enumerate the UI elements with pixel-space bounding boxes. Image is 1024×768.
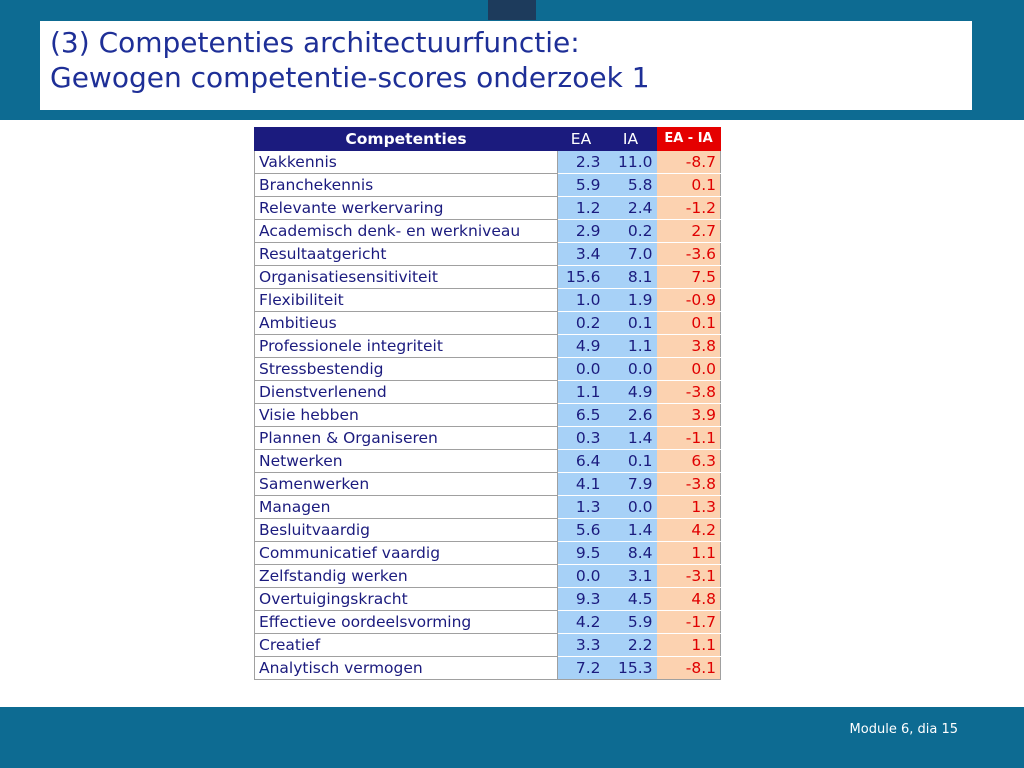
competency-name-cell: Ambitieus xyxy=(255,312,558,335)
table-row xyxy=(255,657,721,680)
ea-score-cell: 4.1 xyxy=(558,473,605,496)
table-row xyxy=(255,450,721,473)
ia-score-cell: 1.9 xyxy=(605,289,657,312)
ia-score-cell: 1.4 xyxy=(605,427,657,450)
ia-score-cell: 0.0 xyxy=(605,358,657,381)
ea-minus-ia-cell: -1.2 xyxy=(657,197,721,220)
table-header-row xyxy=(255,128,721,151)
ea-minus-ia-cell: -1.1 xyxy=(657,427,721,450)
competency-name-cell: Overtuigingskracht xyxy=(255,588,558,611)
header-accent xyxy=(488,0,536,20)
competency-name-cell: Flexibiliteit xyxy=(255,289,558,312)
competency-name-cell: Organisatiesensitiviteit xyxy=(255,266,558,289)
ia-score-cell: 0.2 xyxy=(605,220,657,243)
table-row xyxy=(255,358,721,381)
ea-score-cell: 0.2 xyxy=(558,312,605,335)
ea-minus-ia-cell: 6.3 xyxy=(657,450,721,473)
ia-score-cell: 3.1 xyxy=(605,565,657,588)
competency-name-cell: Plannen & Organiseren xyxy=(255,427,558,450)
ea-minus-ia-cell: 4.8 xyxy=(657,588,721,611)
header-ea: EA xyxy=(558,128,605,151)
table-row xyxy=(255,519,721,542)
ea-score-cell: 15.6 xyxy=(558,266,605,289)
ea-minus-ia-cell: 3.9 xyxy=(657,404,721,427)
competency-name-cell: Effectieve oordeelsvorming xyxy=(255,611,558,634)
competency-name-cell: Samenwerken xyxy=(255,473,558,496)
ia-score-cell: 7.9 xyxy=(605,473,657,496)
competency-name-cell: Visie hebben xyxy=(255,404,558,427)
ea-minus-ia-cell: -8.1 xyxy=(657,657,721,680)
table-row xyxy=(255,404,721,427)
ea-minus-ia-cell: -3.8 xyxy=(657,381,721,404)
table-row xyxy=(255,427,721,450)
ea-score-cell: 3.3 xyxy=(558,634,605,657)
ia-score-cell: 0.1 xyxy=(605,450,657,473)
table-row xyxy=(255,611,721,634)
table-row xyxy=(255,220,721,243)
ia-score-cell: 0.0 xyxy=(605,496,657,519)
ia-score-cell: 0.1 xyxy=(605,312,657,335)
ea-score-cell: 0.0 xyxy=(558,358,605,381)
competency-name-cell: Relevante werkervaring xyxy=(255,197,558,220)
ea-minus-ia-cell: 0.1 xyxy=(657,312,721,335)
competency-name-cell: Creatief xyxy=(255,634,558,657)
slide-title-line-2: Gewogen competentie-scores onderzoek 1 xyxy=(50,61,650,94)
ea-score-cell: 1.3 xyxy=(558,496,605,519)
ia-score-cell: 2.6 xyxy=(605,404,657,427)
ea-score-cell: 4.9 xyxy=(558,335,605,358)
table-row xyxy=(255,335,721,358)
ea-minus-ia-cell: -3.6 xyxy=(657,243,721,266)
ia-score-cell: 4.9 xyxy=(605,381,657,404)
competency-name-cell: Stressbestendig xyxy=(255,358,558,381)
ea-score-cell: 3.4 xyxy=(558,243,605,266)
ea-score-cell: 0.3 xyxy=(558,427,605,450)
ea-score-cell: 5.6 xyxy=(558,519,605,542)
ia-score-cell: 15.3 xyxy=(605,657,657,680)
ia-score-cell: 8.4 xyxy=(605,542,657,565)
ia-score-cell: 8.1 xyxy=(605,266,657,289)
ea-minus-ia-cell: -1.7 xyxy=(657,611,721,634)
table-row xyxy=(255,174,721,197)
ea-score-cell: 1.2 xyxy=(558,197,605,220)
table-row xyxy=(255,151,721,174)
footer-slide-number: Module 6, dia 15 xyxy=(849,722,958,737)
ia-score-cell: 11.0 xyxy=(605,151,657,174)
competency-name-cell: Managen xyxy=(255,496,558,519)
competency-name-cell: Resultaatgericht xyxy=(255,243,558,266)
competency-table xyxy=(254,127,721,680)
table-row xyxy=(255,496,721,519)
competency-table-container xyxy=(254,127,721,680)
competency-name-cell: Netwerken xyxy=(255,450,558,473)
header-ea-minus-ia: EA - IA xyxy=(657,128,721,151)
ea-minus-ia-cell: 3.8 xyxy=(657,335,721,358)
table-row xyxy=(255,381,721,404)
ea-score-cell: 9.3 xyxy=(558,588,605,611)
table-row xyxy=(255,634,721,657)
ia-score-cell: 5.8 xyxy=(605,174,657,197)
ea-minus-ia-cell: 0.0 xyxy=(657,358,721,381)
table-row xyxy=(255,565,721,588)
ea-minus-ia-cell: 2.7 xyxy=(657,220,721,243)
table-body xyxy=(255,151,721,680)
ea-score-cell: 2.9 xyxy=(558,220,605,243)
competency-name-cell: Besluitvaardig xyxy=(255,519,558,542)
ea-minus-ia-cell: 4.2 xyxy=(657,519,721,542)
ea-score-cell: 0.0 xyxy=(558,565,605,588)
ia-score-cell: 1.4 xyxy=(605,519,657,542)
table-row xyxy=(255,588,721,611)
competency-name-cell: Branchekennis xyxy=(255,174,558,197)
table-row xyxy=(255,542,721,565)
ea-minus-ia-cell: -3.1 xyxy=(657,565,721,588)
ia-score-cell: 1.1 xyxy=(605,335,657,358)
ea-score-cell: 1.1 xyxy=(558,381,605,404)
ea-minus-ia-cell: -0.9 xyxy=(657,289,721,312)
ea-minus-ia-cell: 0.1 xyxy=(657,174,721,197)
ea-score-cell: 6.4 xyxy=(558,450,605,473)
competency-name-cell: Analytisch vermogen xyxy=(255,657,558,680)
table-row xyxy=(255,473,721,496)
ea-score-cell: 7.2 xyxy=(558,657,605,680)
ea-score-cell: 5.9 xyxy=(558,174,605,197)
ia-score-cell: 2.4 xyxy=(605,197,657,220)
ia-score-cell: 7.0 xyxy=(605,243,657,266)
footer-band xyxy=(0,707,1024,768)
table-row xyxy=(255,197,721,220)
table-row xyxy=(255,289,721,312)
competency-name-cell: Communicatief vaardig xyxy=(255,542,558,565)
ea-minus-ia-cell: 1.3 xyxy=(657,496,721,519)
ea-minus-ia-cell: 1.1 xyxy=(657,634,721,657)
ea-minus-ia-cell: 1.1 xyxy=(657,542,721,565)
competency-name-cell: Academisch denk- en werkniveau xyxy=(255,220,558,243)
ea-minus-ia-cell: -8.7 xyxy=(657,151,721,174)
ea-score-cell: 4.2 xyxy=(558,611,605,634)
table-row xyxy=(255,266,721,289)
table-row xyxy=(255,312,721,335)
competency-name-cell: Zelfstandig werken xyxy=(255,565,558,588)
table-row xyxy=(255,243,721,266)
ia-score-cell: 2.2 xyxy=(605,634,657,657)
ia-score-cell: 4.5 xyxy=(605,588,657,611)
ea-score-cell: 9.5 xyxy=(558,542,605,565)
ea-score-cell: 1.0 xyxy=(558,289,605,312)
header-ia: IA xyxy=(605,128,657,151)
competency-name-cell: Vakkennis xyxy=(255,151,558,174)
competency-name-cell: Professionele integriteit xyxy=(255,335,558,358)
ea-score-cell: 6.5 xyxy=(558,404,605,427)
ea-minus-ia-cell: 7.5 xyxy=(657,266,721,289)
header-competenties: Competenties xyxy=(255,128,558,151)
title-box xyxy=(40,21,972,110)
ia-score-cell: 5.9 xyxy=(605,611,657,634)
slide-title-line-1: (3) Competenties architectuurfunctie: xyxy=(50,26,580,59)
ea-score-cell: 2.3 xyxy=(558,151,605,174)
ea-minus-ia-cell: -3.8 xyxy=(657,473,721,496)
competency-name-cell: Dienstverlenend xyxy=(255,381,558,404)
